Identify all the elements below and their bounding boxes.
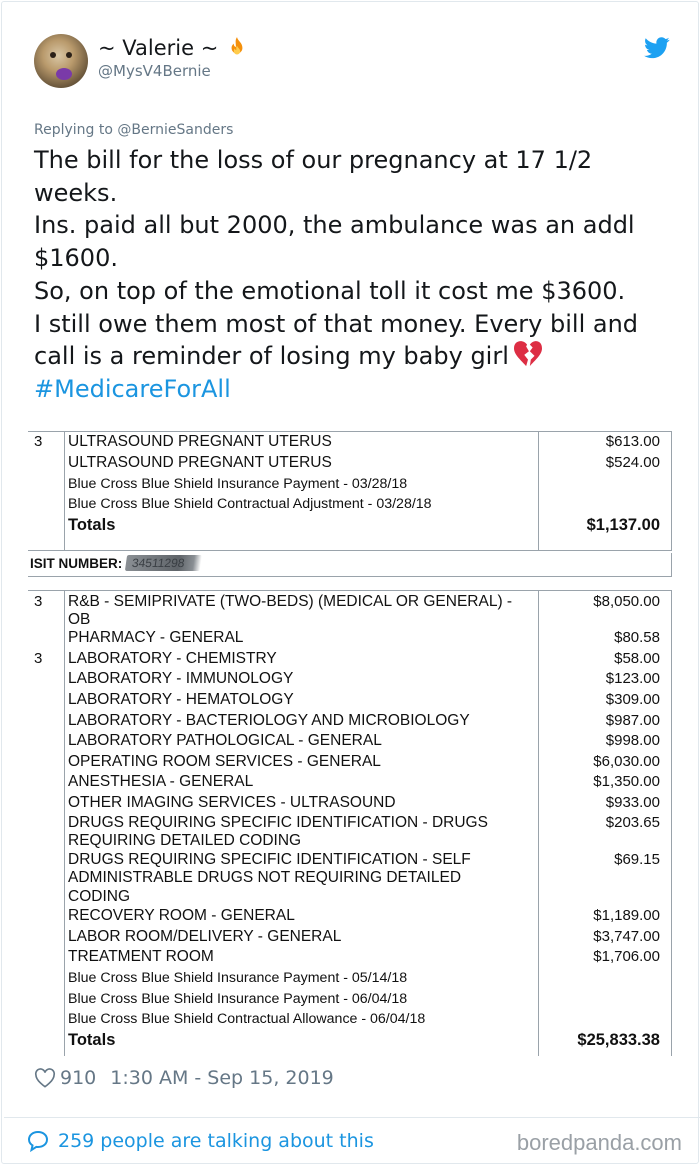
bill-line-desc: Blue Cross Blue Shield Contractual Adjustment - 03/28/18 <box>68 496 432 512</box>
bill-line-desc: OPERATING ROOM SERVICES - GENERAL <box>68 753 381 770</box>
bill-totals-amount: $25,833.38 <box>577 1031 660 1049</box>
bill-line-desc: Blue Cross Blue Shield Insurance Payment - 03/28/18 <box>68 476 408 492</box>
bill-line-amount: $1,189.00 <box>593 907 660 924</box>
bill-divider <box>538 590 539 1056</box>
bill-line-amount: $613.00 <box>605 433 660 450</box>
like-count[interactable]: 910 <box>60 1067 97 1089</box>
bill-line-amount: $933.00 <box>605 794 660 811</box>
tweet-line: $1600. <box>34 244 118 273</box>
heart-icon[interactable] <box>34 1068 56 1088</box>
bill-line-amount: $203.65 <box>605 814 660 831</box>
bill-line-desc: ULTRASOUND PREGNANT UTERUS <box>68 454 332 471</box>
visit-number-redacted: 34511298 <box>125 555 202 571</box>
bill-line-amount: $1,706.00 <box>593 948 660 965</box>
replying-to[interactable]: Replying to @BernieSanders <box>34 122 234 138</box>
bill-divider <box>64 590 65 1056</box>
avatar-tongue <box>56 68 72 80</box>
display-name-text: ~ Valerie ~ <box>98 36 219 60</box>
footer-divider <box>4 1117 700 1118</box>
bill-line-desc-cont: ADMINISTRABLE DRUGS NOT REQUIRING DETAILED <box>68 869 462 886</box>
bill-line-amount: $80.58 <box>614 629 660 646</box>
bill-line-desc: DRUGS REQUIRING SPECIFIC IDENTIFICATION - DRUGS <box>68 814 488 831</box>
author-display-name[interactable] <box>98 35 250 61</box>
author-handle[interactable]: @MysV4Bernie <box>98 62 211 80</box>
comment-bubble-icon <box>26 1129 50 1153</box>
bill-line-amount: $524.00 <box>605 454 660 471</box>
avatar-eye <box>66 52 72 58</box>
tweet-line-with-emoji <box>34 340 674 373</box>
bill-line-amount: $3,747.00 <box>593 928 660 945</box>
bill-line-desc: TREATMENT ROOM <box>68 948 214 965</box>
bill-line-desc: DRUGS REQUIRING SPECIFIC IDENTIFICATION - SELF <box>68 851 471 868</box>
bill-line-desc: Blue Cross Blue Shield Insurance Payment - 06/04/18 <box>68 991 408 1007</box>
bill-line-amount: $987.00 <box>605 712 660 729</box>
bill-line-desc: LABORATORY PATHOLOGICAL - GENERAL <box>68 732 382 749</box>
bill-line-desc-cont: REQUIRING DETAILED CODING <box>68 832 302 849</box>
bill-line-desc: R&B - SEMIPRIVATE (TWO-BEDS) (MEDICAL OR GENERAL) - <box>68 593 513 610</box>
avatar[interactable] <box>34 34 88 88</box>
bill-line-amount: $69.15 <box>614 851 660 868</box>
bill-tick: 3 <box>34 593 43 610</box>
bill-line-desc: Blue Cross Blue Shield Contractual Allowance - 06/04/18 <box>68 1011 426 1027</box>
bill-line-desc: LABORATORY - IMMUNOLOGY <box>68 670 294 687</box>
bill-tick: 3 <box>34 433 43 450</box>
tweet-line: weeks. <box>34 178 118 207</box>
bill-line-amount: $123.00 <box>605 670 660 687</box>
tweet-card <box>1 1 699 1164</box>
visit-label: ISIT NUMBER: <box>30 555 123 571</box>
bill-line-desc: LABOR ROOM/DELIVERY - GENERAL <box>68 928 342 945</box>
bill-line-amount: $6,030.00 <box>593 753 660 770</box>
boredpanda-watermark: boredpanda.com <box>516 1130 682 1155</box>
bill-divider <box>64 431 65 551</box>
bill-divider <box>538 431 539 551</box>
bill-line-desc: ANESTHESIA - GENERAL <box>68 773 254 790</box>
tweet-text <box>34 144 674 406</box>
bill-line-desc: LABORATORY - CHEMISTRY <box>68 650 277 667</box>
bill-line-desc: LABORATORY - BACTERIOLOGY AND MICROBIOLOGY <box>68 712 470 729</box>
fire-icon <box>224 35 250 61</box>
bill-line-desc: LABORATORY - HEMATOLOGY <box>68 691 294 708</box>
bill-line-desc: OTHER IMAGING SERVICES - ULTRASOUND <box>68 794 396 811</box>
bill-tick: 3 <box>34 650 43 667</box>
tweet-line: Ins. paid all but 2000, the ambulance was an addl <box>34 211 635 240</box>
bill-line-amount: $8,050.00 <box>593 593 660 610</box>
bill-line-desc: ULTRASOUND PREGNANT UTERUS <box>68 433 332 450</box>
hashtag-link[interactable]: #MedicareForAll <box>34 374 231 403</box>
broken-heart-icon <box>513 340 543 368</box>
tweet-line: I still owe them most of that money. Every bill and <box>34 309 639 338</box>
bill-totals-label: Totals <box>68 1031 116 1049</box>
conversation-link[interactable] <box>26 1129 374 1153</box>
bill-line-desc: PHARMACY - GENERAL <box>68 629 244 646</box>
tweet-timestamp[interactable]: 1:30 AM - Sep 15, 2019 <box>110 1067 334 1089</box>
talking-text: 259 people are talking about this <box>58 1130 374 1152</box>
avatar-eye <box>50 52 56 58</box>
visit-frame <box>28 553 672 577</box>
bill-line-amount: $58.00 <box>614 650 660 667</box>
bill-line-desc-cont: OB <box>68 611 91 628</box>
bill-line-amount: $998.00 <box>605 732 660 749</box>
bill-totals-label: Totals <box>68 516 116 534</box>
tweet-line-text: call is a reminder of losing my baby girl <box>34 342 509 371</box>
tweet-line: The bill for the loss of our pregnancy at 17 1/2 <box>34 146 593 174</box>
tweet-stats <box>34 1067 334 1089</box>
bill-line-desc: Blue Cross Blue Shield Insurance Payment - 05/14/18 <box>68 970 408 986</box>
bill-image[interactable] <box>30 429 674 1059</box>
tweet-line: So, on top of the emotional toll it cost me $3600. <box>34 276 626 305</box>
bill-line-desc: RECOVERY ROOM - GENERAL <box>68 907 295 924</box>
twitter-bird-icon[interactable] <box>644 37 670 59</box>
bill-line-amount: $309.00 <box>605 691 660 708</box>
bill-line-desc-cont: CODING <box>68 888 130 905</box>
bill-line-amount: $1,350.00 <box>593 773 660 790</box>
bill-totals-amount: $1,137.00 <box>586 516 660 534</box>
